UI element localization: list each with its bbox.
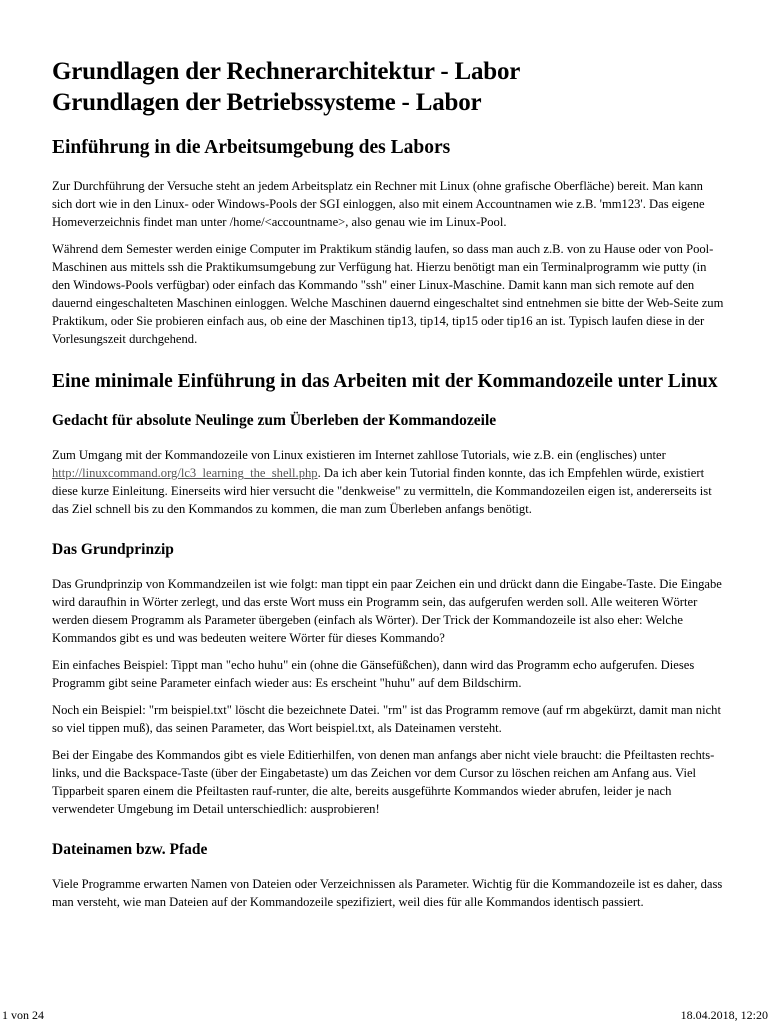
page-number: 1 von 24 bbox=[2, 1008, 44, 1022]
page-title-line-2: Grundlagen der Betriebssysteme - Labor bbox=[52, 89, 482, 116]
page-title bbox=[52, 56, 724, 118]
document-content bbox=[52, 56, 724, 920]
paragraph-grundprinzip-1: Das Grundprinzip von Kommandzeilen ist wie folgt: man tippt ein paar Zeichen ein und drückt dann die Eingabe-Taste. Die Eingabe wird daraufhin in Wörter zerlegt, und das erste Wort muss ein Programm sein, das aufgerufen werden soll. Alle weiteren Wörter werden diesem Programm als Parameter übergeben (einfach als Wörter). Der Trick der Kommandozeile ist also eher: Welche Kommandos gibt es und was bedeuten weitere Wörter für dieses Kommando? bbox=[52, 577, 722, 645]
page-title-line-1: Grundlagen der Rechnerarchitektur - Labor bbox=[52, 58, 521, 85]
section-heading-kommandozeile: Eine minimale Einführung in das Arbeiten mit der Kommandozeile unter Linux bbox=[52, 371, 718, 392]
paragraph-tutorials-text-after: . Da ich aber kein Tutorial finden konnte, das ich Empfehlen würde, existiert diese kurze Einleitung. Einerseits wird hier versucht die "denkweise" zu vermitteln, die Kommandozeilen eigen ist, andererseits ist das Ziel schnell bis zu den Kommandos zu kommen, die man zum Überleben anfangs benötigt. bbox=[52, 466, 712, 516]
paragraph-intro-1: Zur Durchführung der Versuche steht an jedem Arbeitsplatz ein Rechner mit Linux (ohne grafische Oberfläche) bereit. Man kann sich dort wie in den Linux- oder Windows-Pools der SGI einloggen, also mit einem Accountnamen wie z.B. 'mm123'. Das eigene Homeverzeichnis findet man unter /home/<accountname>, also genau wie im Linux-Pool. bbox=[52, 179, 705, 229]
section-heading-arbeitsumgebung: Einführung in die Arbeitsumgebung des Labors bbox=[52, 137, 451, 158]
subsection-heading-grundprinzip: Das Grundprinzip bbox=[52, 541, 174, 558]
paragraph-tutorials-text-before: Zum Umgang mit der Kommandozeile von Linux existieren im Internet zahllose Tutorials, wie z.B. ein (englisches) unter bbox=[52, 448, 666, 462]
print-footer bbox=[0, 1004, 770, 1024]
subsection-heading-dateinamen: Dateinamen bzw. Pfade bbox=[52, 841, 208, 858]
paragraph-grundprinzip-2: Ein einfaches Beispiel: Tippt man "echo huhu" ein (ohne die Gänsefüßchen), dann wird das Programm echo aufgerufen. Dieses Programm gibt seine Parameter einfach wieder aus: Es erscheint "huhu" auf dem Bildschirm. bbox=[52, 658, 695, 690]
paragraph-intro-2: Während dem Semester werden einige Computer im Praktikum ständig laufen, so dass man auch z.B. von zu Hause oder von Pool-Maschinen aus mittels ssh die Praktikumsumgebung zur Verfügung hat. Hierzu benötigt man ein Terminalprogramm wie putty (in den Windows-Pools verfügbar) oder einfach das Kommando "ssh" einer Linux-Maschine. Damit kann man sich remote auf den dauernd eingeschalteten Maschinen einloggen. Welche Maschinen dauernd eingeschaltet sind entnehmen sie bitte der Web-Seite zum Praktikum, oder Sie probieren einfach aus, ob eine der Maschinen tip13, tip14, tip15 oder tip16 an ist. Typisch laufen diese in der Vorlesungszeit durchgehend. bbox=[52, 242, 724, 346]
paragraph-grundprinzip-3: Noch ein Beispiel: "rm beispiel.txt" löscht die bezeichnete Datei. "rm" ist das Programm remove (auf rm abgekürzt, damit man nicht so viel tippen muß), das seinen Parameter, das Wort beispiel.txt, als Dateinamen versteht. bbox=[52, 703, 721, 735]
tutorial-link[interactable]: http://linuxcommand.org/lc3_learning_the_shell.php bbox=[52, 466, 318, 480]
print-datetime: 18.04.2018, 12:20 bbox=[680, 1008, 768, 1022]
subsection-heading-neulinge: Gedacht für absolute Neulinge zum Überleben der Kommandozeile bbox=[52, 412, 497, 429]
paragraph-tutorials bbox=[52, 446, 724, 518]
paragraph-dateinamen-1: Viele Programme erwarten Namen von Dateien oder Verzeichnissen als Parameter. Wichtig für die Kommandozeile ist es daher, dass man versteht, wie man Dateien auf der Kommandozeile spezifiziert, weil dies für alle Kommandos identisch passiert. bbox=[52, 877, 723, 909]
paragraph-grundprinzip-4: Bei der Eingabe des Kommandos gibt es viele Editierhilfen, von denen man anfangs aber nicht viele braucht: die Pfeiltasten rechts-links, und die Backspace-Taste (über der Eingabetaste) um das Zeichen vor dem Cursor zu löschen reichen am Anfang aus. Viel Tipparbeit sparen einem die Pfeiltasten rauf-runter, die alte, bereits ausgeführte Kommandos wieder abrufen, leider je nach verwendeter Umgebung im Detail unterschiedlich: ausprobieren! bbox=[52, 748, 715, 816]
